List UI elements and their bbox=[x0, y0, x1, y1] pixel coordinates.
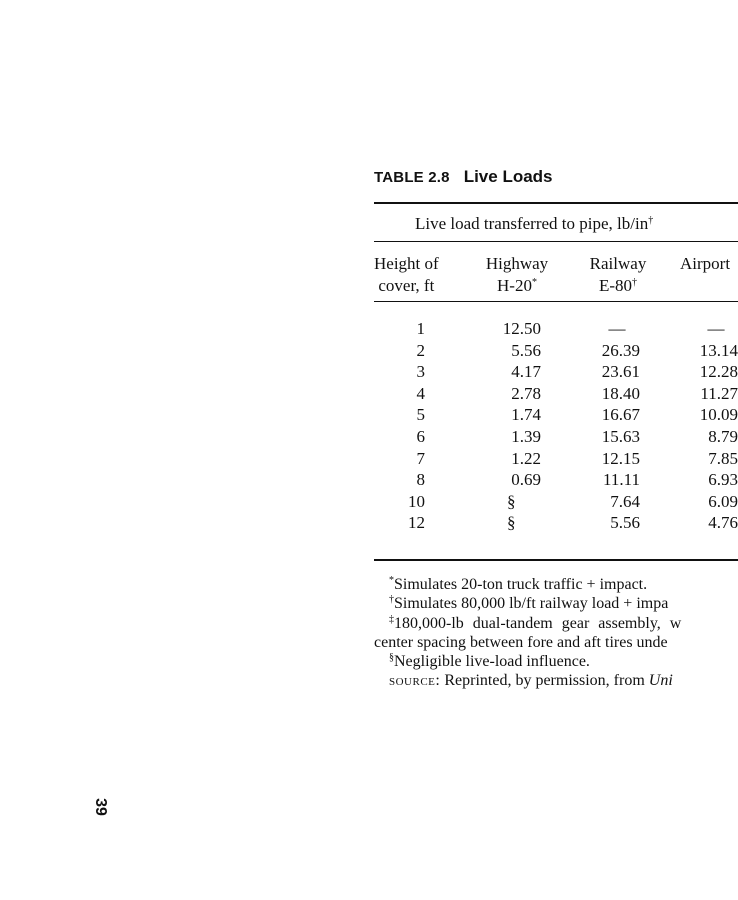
column-header-highway: Highway H-20* bbox=[485, 254, 549, 295]
column-header-railway: Railway E-80† bbox=[589, 254, 647, 295]
cell-height: 12 bbox=[408, 513, 425, 533]
cell-railway: 7.64 bbox=[610, 491, 640, 511]
footnote-railway: †Simulates 80,000 lb/ft railway load + impa bbox=[389, 594, 669, 613]
cell-airport: 6.09 bbox=[708, 491, 738, 511]
span-header-rule bbox=[374, 241, 738, 242]
cell-highway: 12.50 bbox=[502, 319, 541, 338]
cell-airport: 6.93 bbox=[708, 470, 738, 490]
cell-highway: 1.22 bbox=[511, 448, 541, 468]
cell-height: 6 bbox=[416, 427, 425, 446]
cell-railway: 5.56 bbox=[610, 513, 640, 533]
cell-highway: 5.56 bbox=[511, 340, 541, 360]
cell-railway: 12.15 bbox=[601, 448, 640, 468]
footnote-airport: ‡180,000-lb dual-tandem gear assembly, w bbox=[389, 613, 682, 632]
cell-highway: 0.69 bbox=[511, 470, 541, 490]
cell-height: 2 bbox=[416, 340, 425, 360]
cell-railway: 23.61 bbox=[601, 362, 640, 382]
cell-airport: 13.14 bbox=[699, 340, 738, 360]
cell-height: 4 bbox=[416, 383, 425, 403]
footnote-source: source: Reprinted, by permission, from Uni bbox=[389, 672, 673, 690]
cell-highway: 1.74 bbox=[511, 405, 541, 425]
cell-railway: 26.39 bbox=[601, 340, 640, 360]
column-header-airport: Airport bbox=[680, 254, 731, 273]
cell-railway: 16.67 bbox=[601, 405, 640, 425]
span-header: Live load transferred to pipe, lb/in† bbox=[415, 214, 654, 233]
cell-highway: § bbox=[507, 491, 516, 511]
cell-height: 5 bbox=[416, 405, 425, 425]
header-bottom-rule bbox=[374, 301, 738, 302]
cell-highway: 4.17 bbox=[511, 362, 541, 382]
table-bottom-rule bbox=[374, 559, 738, 561]
cell-highway: 1.39 bbox=[511, 427, 541, 446]
table-top-rule bbox=[374, 202, 738, 204]
cell-highway: 2.78 bbox=[511, 383, 541, 403]
cell-railway: 15.63 bbox=[601, 427, 640, 446]
table-caption bbox=[374, 167, 553, 187]
cell-highway: § bbox=[507, 513, 516, 533]
cell-height: 10 bbox=[408, 491, 425, 511]
cell-railway: 11.11 bbox=[603, 470, 640, 490]
cell-airport: 8.79 bbox=[708, 427, 738, 446]
cell-railway: 18.40 bbox=[601, 383, 640, 403]
footnote-negligible: §Negligible live-load influence. bbox=[389, 652, 590, 671]
cell-airport: 10.09 bbox=[699, 405, 738, 425]
page-number: 39 bbox=[92, 798, 109, 816]
cell-airport: 12.28 bbox=[699, 362, 738, 382]
cell-airport: 4.76 bbox=[708, 513, 738, 533]
cell-airport: 7.85 bbox=[708, 448, 738, 468]
cell-height: 7 bbox=[416, 448, 425, 468]
cell-height: 1 bbox=[416, 319, 425, 338]
cell-height: 8 bbox=[416, 470, 425, 490]
table-label: TABLE 2.8 bbox=[374, 169, 450, 186]
column-header-height: Height of cover, ft bbox=[374, 254, 439, 295]
footnotes bbox=[374, 575, 738, 691]
table-title: Live Loads bbox=[463, 167, 553, 186]
cell-airport: — bbox=[707, 319, 725, 338]
cell-railway: — bbox=[608, 319, 626, 338]
cell-airport: 11.27 bbox=[700, 383, 738, 403]
footnote-truck: *Simulates 20-ton truck traffic + impact. bbox=[389, 575, 648, 593]
footnote-airport-continued: center spacing between fore and aft tires unde bbox=[374, 633, 668, 651]
cell-height: 3 bbox=[416, 362, 425, 382]
